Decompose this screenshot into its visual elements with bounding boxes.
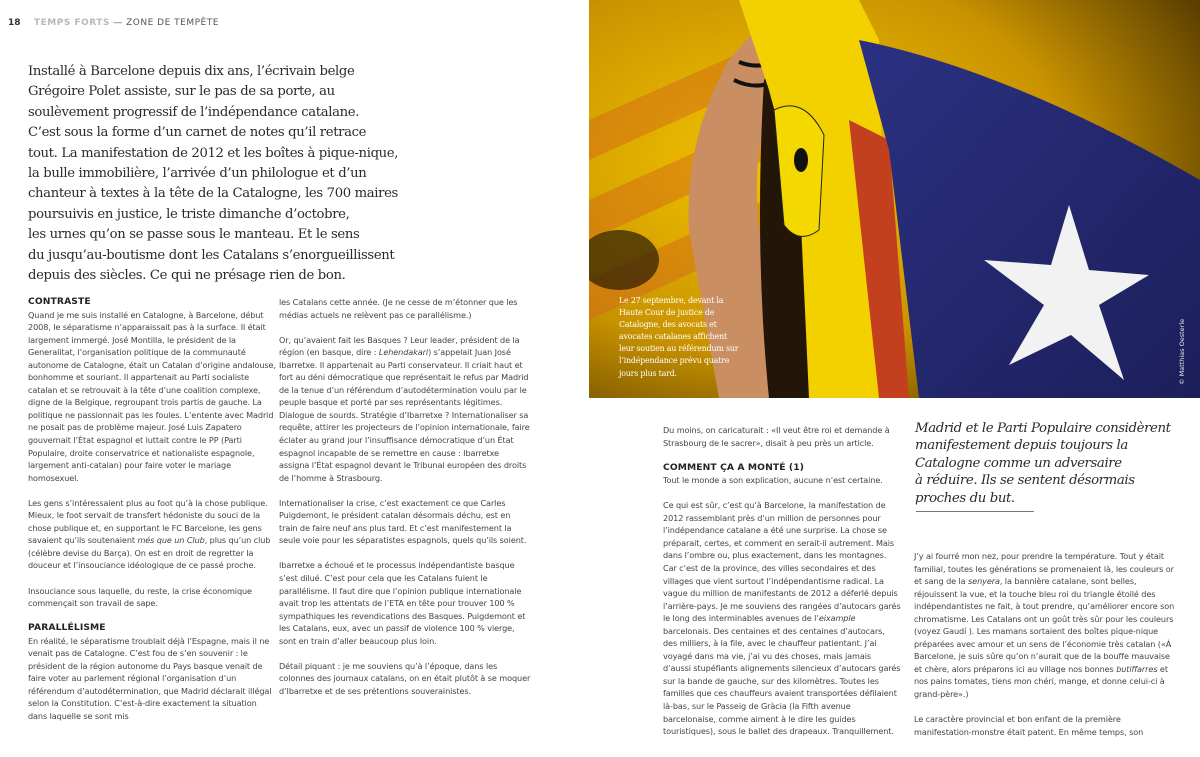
section-heading-comment-ca-a-monte: COMMENT ÇA A MONTÉ (1) — [663, 461, 805, 473]
text-run: Ce qui est sûr, c’est qu’à Barcelone, la manifestation de 2012 rassemblant près d’un million de personnes pour l’indépendance catalane a été une surprise. La chose se préparait, certes, et comment en serait-il autrement. Mais dans l’ombre ou, plus exactement, dans les montagnes. Car c’est de la province, des villes secondaires et des villages que vient surtout l’indépendantisme radical. La vague du million de manifestants de 2012 a déferlé depuis l’arrière-pays. Je me souviens des rangées d’autocars garés le long des interminables avenues de l’ — [663, 500, 901, 624]
text-run: J’y ai fourré mon nez, pour prendre la température. Tout y était familial, toutes les générations se promenaient là, les couleurs or et sang de la — [914, 551, 1174, 587]
body-paragraph: En réalité, le séparatisme troublait déjà l’Espagne, mais il ne venait pas de Catalogne. C’est fou de s’en souvenir : le président de la région autonome du Pays basque venait de faire voter au parlement régional l’organisation d’un référendum d’autodétermination, que Madrid déclarait illégal selon la Constitution. C’est-à-dire exactement la situation dans laquelle se sont mis — [28, 635, 272, 721]
quote-line: manifestement depuis toujours la — [915, 438, 1128, 454]
body-paragraph: Internationaliser la crise, c’est exactement ce que Carles Puigdemont, le président catalan désormais déchu, est en train de faire neuf ans plus tard. Et c’est manifestement la seule voie pour les séparatistes espagnols, quels qu’ils soient. — [279, 497, 527, 546]
caption-line: avocates catalanes affichent — [619, 332, 727, 342]
running-header — [34, 18, 219, 28]
emphasis: butiffarres — [1116, 663, 1158, 674]
section-heading-contraste: CONTRASTE — [28, 296, 91, 307]
body-paragraph — [28, 497, 278, 572]
caption-line: leur soutien au référendum sur — [619, 344, 739, 354]
body-paragraph: les Catalans cette année. (Je ne cesse de m’étonner que les médias actuels ne relèvent pas ce parallélisme.) — [279, 297, 518, 320]
text-run: et nos pains tomates, tiens mon chéri, mange, et donne celui-ci à grand-père».) — [914, 663, 1168, 700]
body-paragraph — [279, 334, 531, 485]
body-paragraph: Insouciance sous laquelle, du reste, la crise économique commençait son travail de sape. — [28, 585, 252, 609]
photo-caption — [619, 295, 749, 380]
emphasis: Lehendakari — [378, 347, 429, 358]
photo-credit: © Matthias Oesterle — [1178, 318, 1186, 385]
text-run: , la bannière catalane, sont belles, réjouissent la vue, et la touche bleu roi du triangle étoilé des indépendantistes ne fait, à tout prendre, qu’améliorer encore son chromatisme. Les Catalans ont un goût très sûr pour les couleurs (voyez Gaudí ). Les mamans sortaient des boîtes pique-nique préparées avec amour et un sens de l’économie très catalan («À Barcelone, je suis sûre qu’on n’aurait que de la bouffe mauvaise et chère, alors préparons ici au village nos bonnes — [914, 576, 1175, 674]
lead-line: les urnes qu’on se passe sous le manteau. Et le sens — [28, 227, 360, 243]
article-column-3 — [663, 424, 901, 750]
body-paragraph — [914, 550, 1176, 701]
emphasis: més que un Club — [137, 535, 205, 546]
lead-line: tout. La manifestation de 2012 et les boîtes à pique-nique, — [28, 145, 399, 161]
subsection-label: — ZONE DE TEMPÊTE — [113, 18, 219, 28]
article-column-4 — [914, 550, 1176, 751]
quote-divider — [916, 511, 1034, 512]
caption-line: jours plus tard. — [619, 368, 677, 378]
body-paragraph — [663, 499, 901, 737]
lead-line: Grégoire Polet assiste, sur le pas de sa porte, au — [28, 84, 335, 100]
lead-paragraph — [28, 62, 399, 286]
quote-line: Madrid et le Parti Populaire considèrent — [915, 421, 1171, 436]
caption-line: l’indépendance prévu quatre — [619, 356, 730, 366]
caption-line: Haute Cour de justice de — [619, 308, 715, 318]
lead-line: depuis des siècles. Ce qui ne présage rien de bon. — [28, 268, 346, 284]
text-run: Les gens s’intéressaient plus au foot qu’à la chose publique. Mieux, le foot servait de transfert hédoniste du souci de la chose publique et, en supportant le FC Barcelone, les gens savaient qu’ils soutenaient — [28, 497, 268, 546]
emphasis: senyera — [968, 576, 1000, 587]
quote-line: Catalogne comme un adversaire — [915, 455, 1122, 471]
body-paragraph: Tout le monde a son explication, aucune n’est certaine. — [663, 475, 883, 486]
lead-line: Installé à Barcelone depuis dix ans, l’écrivain belge — [28, 64, 355, 79]
lead-line: du jusqu’au-boutisme dont les Catalans s’enorgueillissent — [28, 247, 395, 263]
body-paragraph: Ibarretxe a échoué et le processus indépendantiste basque s’est dilué. C’est pour cela que les Catalans fuient le parallélisme. Il faut dire que l’opinion publique internationale avait trop les attentats de l’ETA en tête pour trouver 100 % sympathiques les revendications des Basques. Puigdemont et les Catalans, eux, avec un passif de violence 100 % vierge, sont en train d’aller beaucoup plus loin. — [279, 560, 526, 646]
body-paragraph: Du moins, on caricaturait : «Il veut être roi et demande à Strasbourg de le sacrer», disait à peu près un article. — [663, 425, 890, 448]
text-run: barcelonais. Des centaines et des centaines d’autocars, des milliers, à la file, avec le chauffeur patientant. J’ai voyagé dans ma vie, j’ai vu des choses, mais jamais d’aussi stupéfiants alignements silencieux d’autocars garés sur la bande de gauche, sur des kilomètres. Toutes les familles que ces chauffeurs avaient transportées défilaient là-bas, sur le Passeig de Gràcia (la Fifth avenue barcelonaise, comme aiment à le dire les guides touristiques), sous le ballet des drapeaux. Tranquillement. — [663, 625, 901, 737]
body-paragraph: Détail piquant : je me souviens qu’à l’époque, dans les colonnes des journaux catalans, on en était plutôt à se moquer d’Ibarretxe et de ses prétentions souverainistes. — [279, 660, 531, 696]
lead-line: chanteur à textes à la tête de la Catalogne, les 700 maires — [28, 186, 398, 202]
text-run: Or, qu’avaient fait les Basques ? Leur leader, président de la région (en basque, dire : — [279, 334, 520, 358]
pull-quote — [915, 420, 1185, 507]
body-paragraph: Le caractère provincial et bon enfant de la première manifestation-monstre était patent. En même temps, son — [914, 714, 1144, 737]
body-paragraph: Quand je me suis installé en Catalogne, à Barcelone, début 2008, le séparatisme n’apparaissait pas à la surface. Il était largement immergé. José Montilla, le président de la Generalitat, l’organisation politique de la communauté autonome de Catalogne, était un Catalan d’origine andalouse, bonhomme et souriant. Il appartenait au Parti socialiste catalan et se retrouvait à la tête d’une coalition complexe, digne de la Belgique, regroupant trois partis de gauche. La politique ne passionnait pas les foules. L’entente avec Madrid ne posait pas de problème majeur. José Luis Zapatero gouvernait l’État espagnol et luttait contre le PP (Parti Populaire, droite conservatrice et nationaliste espagnole, largement anti-catalan) pour faire voter le mariage homosexuel. — [28, 309, 276, 483]
lead-line: soulèvement progressif de l’indépendance catalane. — [28, 104, 360, 120]
text-run: , plus qu’un club (célèbre devise du Barça). On est en droit de regretter la douceur et l’insouciance idéologique de ce passé proche. — [28, 535, 271, 571]
section-heading-parallelisme: PARALLÉLISME — [28, 622, 106, 634]
caption-line: Catalogne, des avocats et — [619, 320, 717, 330]
lead-line: la bulle immobilière, l’arrivée d’un philologue et d’un — [28, 166, 367, 182]
article-column-2 — [279, 296, 531, 710]
article-column-1 — [28, 296, 278, 735]
lead-line: C’est sous la forme d’un carnet de notes qu’il retrace — [28, 125, 367, 141]
text-run: ) s’appelait Juan José Ibarretxe. Il appartenait au Parti conservateur. Il criait haut et fort au déni démocratique que représentait le refus par Madrid de la tenue d’un référendum d’autodétermination voulu par le peuple basque et porté par ses représentants légitimes. Dialogue de sourds. Stratégie d’Ibarretxe ? Internationaliser sa requête, attirer les projecteurs de l’opinion internationale, faire éclater au grand jour l’insuffisance démocratique d’un État espagnol incapable de se remettre en cause : Ibarretxe assigna l’État espagnol devant le Tribunal européen des droits de l’homme à Strasbourg. — [279, 347, 530, 483]
mask-eye — [794, 148, 808, 172]
caption-line: Le 27 septembre, devant la — [619, 296, 724, 305]
emphasis: eixample — [818, 613, 856, 624]
section-label: TEMPS FORTS — [34, 18, 110, 28]
page-number: 18 — [8, 18, 21, 28]
quote-line: proches du but. — [915, 490, 1015, 506]
quote-line: à réduire. Ils se sentent désormais — [915, 473, 1135, 489]
lead-line: poursuivis en justice, le triste dimanche d’octobre, — [28, 206, 350, 222]
